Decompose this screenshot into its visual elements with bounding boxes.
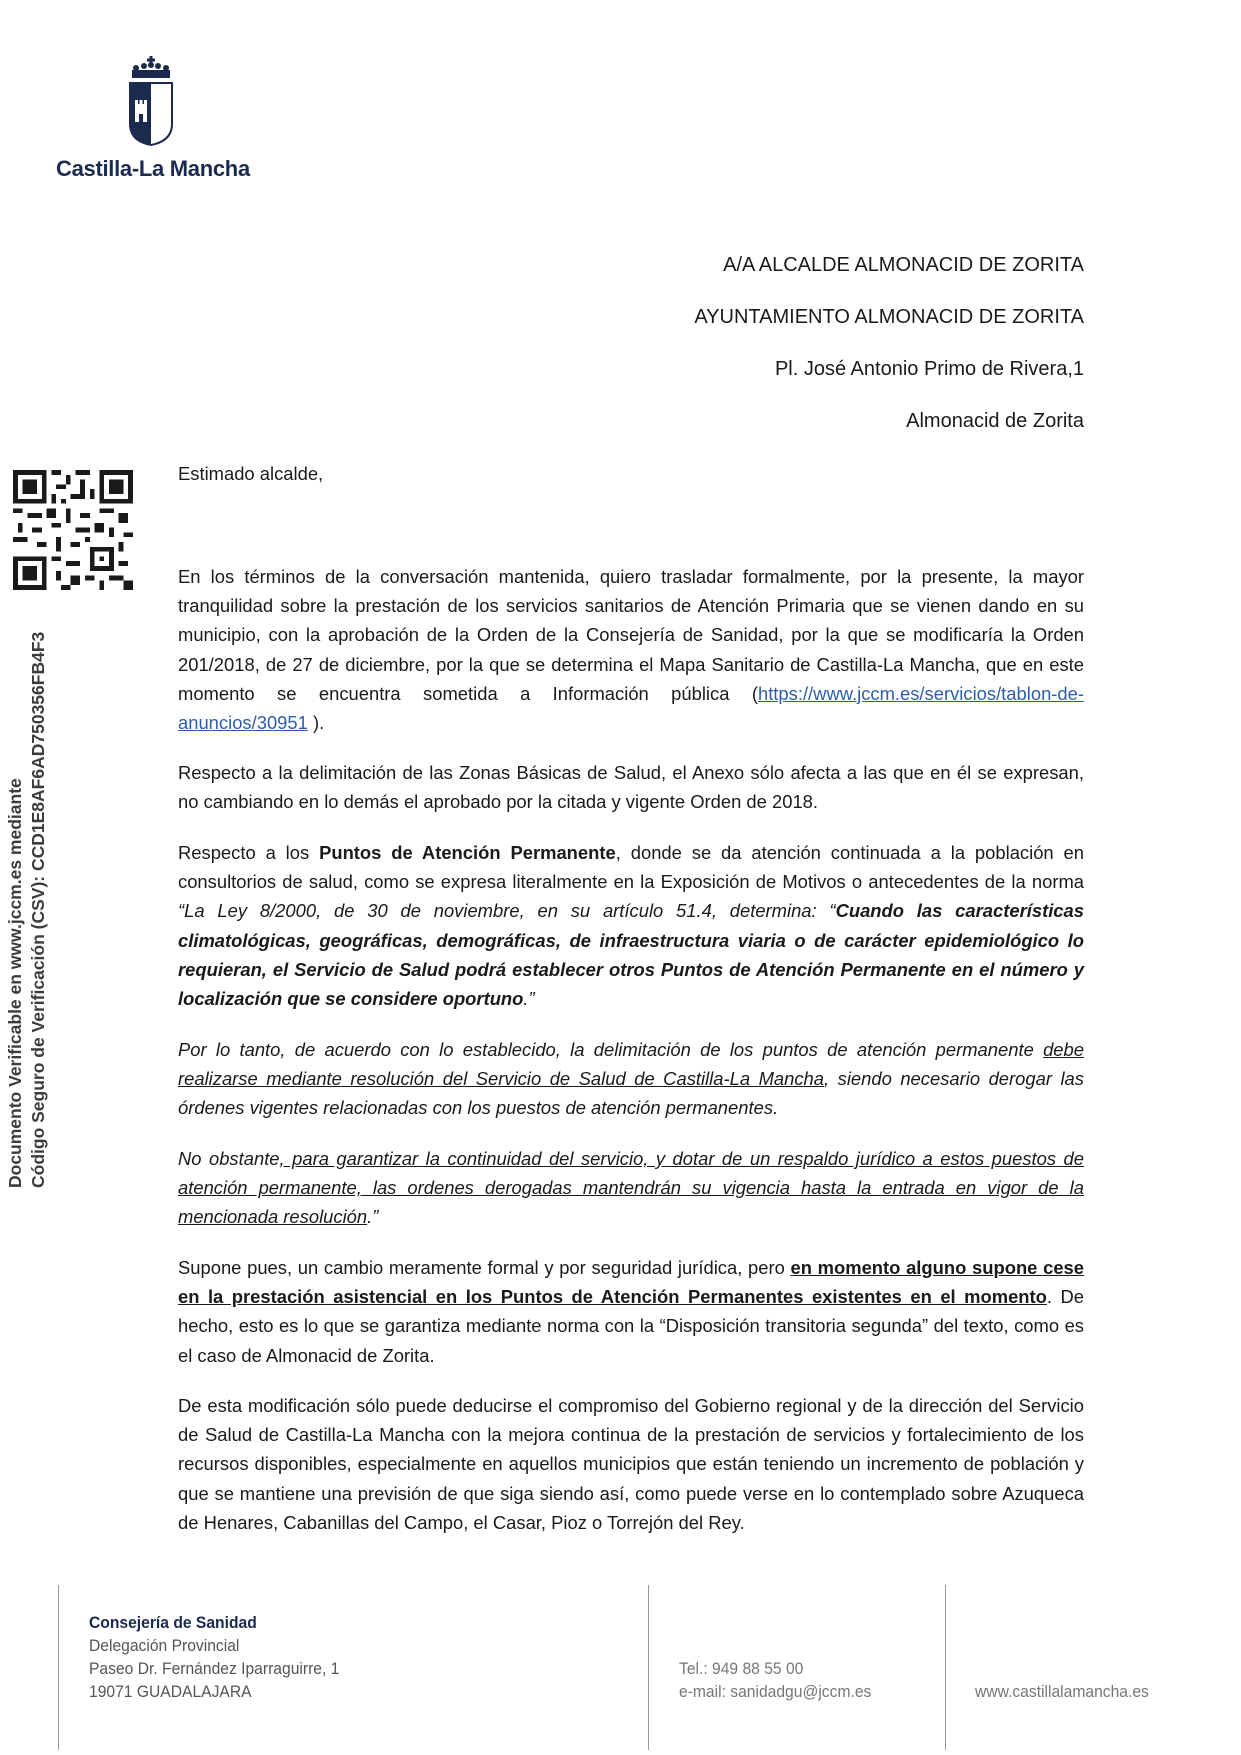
recipient-line-1: A/A ALCALDE ALMONACID DE ZORITA	[723, 254, 1084, 276]
paragraph-1	[178, 562, 1084, 737]
footer-website[interactable]: www.castillalamancha.es	[975, 1682, 1149, 1701]
paragraph-5-underlined: , para garantizar la continuidad del servicio, y dotar de un respaldo jurídico a estos puestos de atención permanente, las ordenes derogadas mantendrán su vigencia hasta la entrada en vigor de la mencionada resolución	[178, 1148, 1084, 1228]
coat-of-arms-icon	[126, 56, 176, 148]
paragraph-4-c: , siendo necesario derogar las órdenes vigentes relacionadas con los puestos de atención permanentes.	[178, 1068, 1084, 1119]
paragraph-5-c: .”	[367, 1206, 379, 1228]
paragraph-1-end: ).	[307, 712, 325, 734]
paragraph-3-a: Respecto a los	[178, 842, 320, 863]
footer-office: Delegación Provincial	[89, 1636, 240, 1655]
paragraph-6	[178, 1253, 1084, 1370]
footer-divider-left	[58, 1585, 59, 1750]
paragraph-5	[178, 1144, 1084, 1232]
greeting: Estimado alcalde,	[178, 463, 324, 484]
paragraph-6-a: Supone pues, un cambio meramente formal y por seguridad jurídica, pero	[178, 1257, 791, 1278]
qr-code-icon	[13, 470, 133, 590]
footer-street: Paseo Dr. Fernández Iparraguirre, 1	[89, 1659, 340, 1678]
paragraph-3-quote: “La Ley 8/2000, de 30 de noviembre, en su artículo 51.4, determina: “	[178, 900, 836, 922]
paragraph-5-a: No obstante	[178, 1148, 280, 1169]
paragraph-6-bold-underlined: en momento alguno supone cese en la prestación asistencial en los Puntos de Atención Permanentes existentes en el momento	[178, 1257, 1085, 1308]
paragraph-7: De esta modificación sólo puede deducirse el compromiso del Gobierno regional y de la dirección del Servicio de Salud de Castilla-La Mancha con la mejora continua de la prestación de servicios y fortalecimiento de los recursos disponibles, especialmente en aquellos municipios que están teniendo un incremento de población y que se mantiene una previsión de que siga siendo así, como puede verse en lo contemplado sobre Azuqueca de Henares, Cabanillas del Campo, el Casar, Pioz o Torrejón del Rey.	[178, 1395, 1084, 1533]
recipient-line-2: AYUNTAMIENTO ALMONACID DE ZORITA	[694, 306, 1084, 328]
footer-city: 19071 GUADALAJARA	[89, 1682, 252, 1701]
footer-divider-middle	[648, 1585, 649, 1750]
paragraph-3-bold-quote: Cuando las características climatológicas, geográficas, demográficas, de infraestructura viaria o de carácter epidemiológico lo requieran, el Servicio de Salud podrá establecer otros Puntos de Atención Permanente en el número y localización que se considere oportuno	[178, 900, 1084, 1010]
footer-department: Consejería de Sanidad	[89, 1613, 257, 1632]
paragraph-3-c: , donde se da atención continuada a la población en consultorios de salud, como se expresa literalmente en la Exposición de Motivos o antecedentes de la norma	[178, 842, 1084, 893]
castilla-la-mancha-logo	[56, 56, 256, 186]
recipient-line-4: Almonacid de Zorita	[906, 410, 1084, 432]
footer-phone: Tel.: 949 88 55 00	[679, 1659, 804, 1678]
paragraph-1-text: En los términos de la conversación mantenida, quiero trasladar formalmente, por la presente, la mayor tranquilidad sobre la prestación de los servicios sanitarios de Atención Primaria que se vienen dando en su municipio, con la aprobación de la Orden de la Consejería de Sanidad, por la que se modificaría la Orden 201/2018, de 27 de diciembre, por la que se determina el Mapa Sanitario de Castilla-La Mancha, que en este momento se encuentra sometida a Información pública (	[178, 566, 1084, 704]
verification-line-1: Documento Verificable en www.jccm.es mediante	[5, 778, 25, 1188]
recipient-line-3: Pl. José Antonio Primo de Rivera,1	[774, 358, 1084, 380]
logo-text: Castilla-La Mancha	[56, 156, 250, 181]
paragraph-6-c: . De hecho, esto es lo que se garantiza mediante norma con la “Disposición transitoria segunda” del texto, como es el caso de Almonacid de Zorita.	[178, 1286, 1085, 1366]
verification-sidebar	[0, 600, 60, 1190]
paragraph-4	[178, 1035, 1084, 1123]
paragraph-3-bold: Puntos de Atención Permanente	[319, 842, 616, 863]
footer-email[interactable]: e-mail: sanidadgu@jccm.es	[679, 1682, 872, 1701]
tablon-anuncios-link[interactable]: https://www.jccm.es/servicios/tablon-de-anuncios/30951	[178, 682, 1084, 734]
paragraph-2: Respecto a la delimitación de las Zonas Básicas de Salud, el Anexo sólo afecta a las que en él se expresan, no cambiando en lo demás el aprobado por la citada y vigente Orden de 2018.	[178, 762, 1084, 813]
paragraph-4-underlined: debe realizarse mediante resolución del Servicio de Salud de Castilla-La Mancha	[178, 1039, 1084, 1090]
paragraph-3	[178, 838, 1084, 1013]
verification-csv-line: Código Seguro de Verificación (CSV): CCD1E8AF6AD750356FB4F3	[28, 631, 48, 1188]
paragraph-4-a: Por lo tanto, de acuerdo con lo establecido, la delimitación de los puntos de atención permanente	[178, 1039, 1044, 1060]
footer-divider-right	[945, 1585, 946, 1750]
paragraph-3-end: .”	[523, 988, 535, 1010]
